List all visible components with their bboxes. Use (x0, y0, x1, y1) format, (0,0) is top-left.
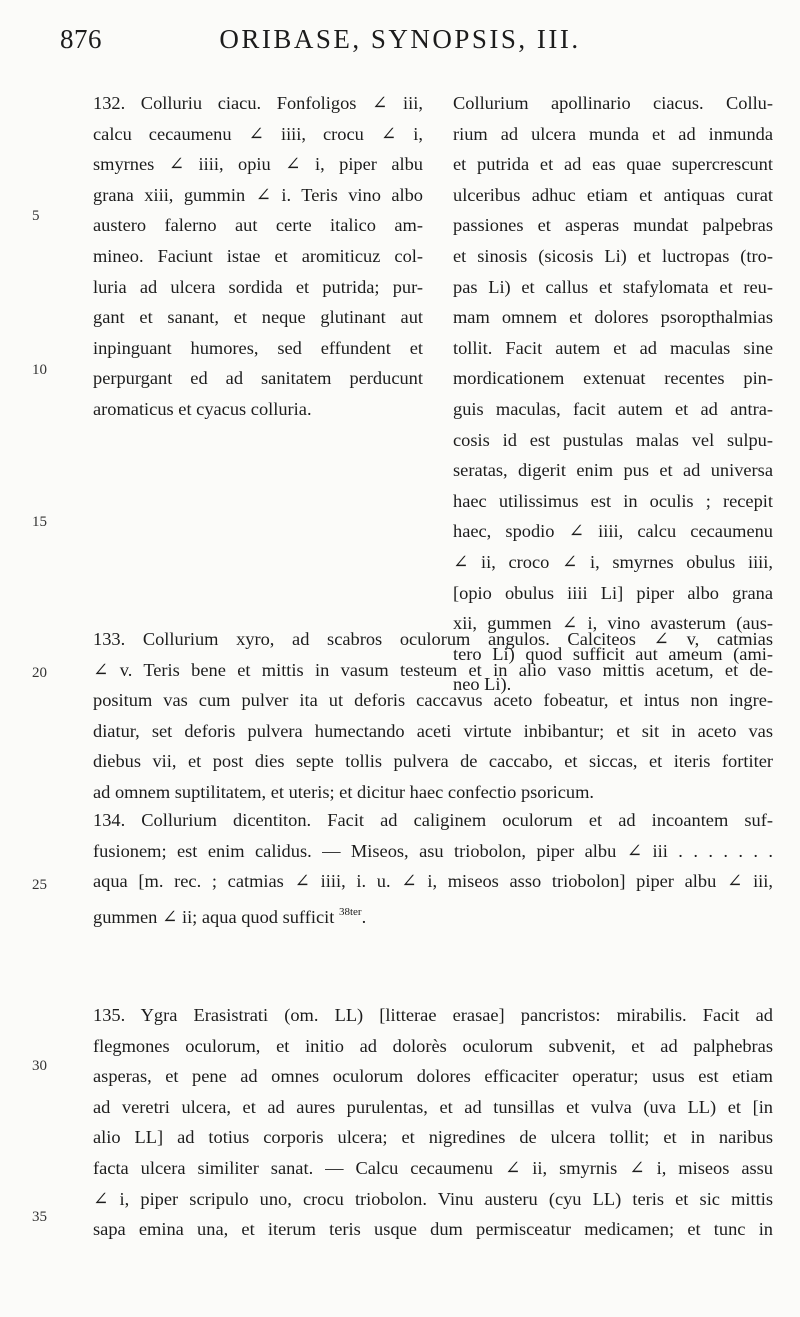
text-line: flegmones oculorum, et initio ad dolorès oculorum subvenit, et ad palphebras (93, 1035, 773, 1056)
text-line: haec, spodio ∠ iiii, calcu cecaumenu (453, 521, 773, 542)
margin-line-number: 25 (32, 877, 47, 893)
page-header (0, 16, 800, 66)
text-line: mordicationem extenuat recentes pin- (453, 368, 773, 389)
text-line: diatur, set deforis pulvera humectando aceti virtute inbibantur; et sit in aceto vas (93, 720, 773, 741)
text-line: facta ulcera similiter sanat. — Calcu cecaumenu ∠ ii, smyrnis ∠ i, miseos assu (93, 1157, 773, 1178)
text-line: tero Li) quod sufficit aut ameum (ami- (453, 643, 773, 664)
text-line: rium ad ulcera munda et ad inmunda (453, 123, 773, 144)
text-line: cosis id est pustulas malas vel sulpu- (453, 429, 773, 450)
text-line: [opio obulus iiii Li] piper albo grana (453, 582, 773, 603)
text-line: calcu cecaumenu ∠ iiii, crocu ∠ i, (93, 123, 423, 144)
text-line: ∠ i, piper scripulo uno, crocu triobolon. Vinu austeru (cyu LL) teris et sic mittis (93, 1188, 773, 1209)
text-line: 132. Colluriu ciacu. Fonfoligos ∠ iii, (93, 93, 423, 113)
text-line: neo Li). (453, 674, 512, 695)
text-line: asperas, et pene ad omnes oculorum dolores efficaciter operatur; usus est etiam (93, 1066, 773, 1087)
text-line: haec utilissimus est in oculis ; recepit (453, 490, 773, 511)
text-line: ∠ ii, croco ∠ i, smyrnes obulus iiii, (453, 551, 773, 572)
text-line: 134. Collurium dicentiton. Facit ad caliginem oculorum et ad incoantem suf- (93, 810, 773, 830)
text-line: guis maculas, facit autem et ad antra- (453, 398, 773, 419)
text-line: gummen ∠ ii; aqua quod sufficit $^{38ter}$. (93, 905, 367, 927)
text-line: pas Li) et callus et stafylomata et reu- (453, 276, 773, 297)
margin-line-number: 35 (32, 1209, 47, 1225)
text-line: diebus vii, et post dies septe tollis pulvera de caccabo, et siccas, et iteris fortiter (93, 751, 773, 772)
right-column (453, 88, 773, 700)
text-line: aqua [m. rec. ; catmias ∠ iiii, i. u. ∠ i, miseos asso triobolon] piper albu ∠ iii, (93, 871, 773, 892)
text-line: inpinguant humores, sed effundent et (93, 337, 423, 358)
text-line: tollit. Facit autem et ad maculas sine (453, 337, 773, 358)
text-line: mineo. Faciunt istae et aromiticuz col- (93, 245, 423, 266)
text-line: gant et sanant, et neque glutinant aut (93, 307, 423, 328)
margin-line-number: 10 (32, 362, 47, 378)
margin-line-number: 15 (32, 514, 47, 530)
text-line: luria ad ulcera sordida et putrida; pur- (93, 276, 423, 297)
footnote-reference: 38ter (338, 905, 362, 918)
text-line: alio LL] ad totius corporis ulcera; et nigredines de ulcera tollit; et in naribus (93, 1127, 773, 1148)
text-line: fusionem; est enim calidus. — Miseos, asu triobolon, piper albu ∠ iii . . . . . . . (93, 840, 773, 861)
text-line: ∠ v. Teris bene et mittis in vasum testeum et in alio vaso mittis acetum, et de- (93, 659, 773, 680)
running-title: ORIBASE, SYNOPSIS, III. (219, 24, 581, 54)
text-line: smyrnes ∠ iiii, opiu ∠ i, piper albu (93, 154, 423, 175)
text-line: grana xiii, gummin ∠ i. Teris vino albo (93, 184, 423, 205)
page-number: 876 (60, 24, 102, 54)
text-line: ulceribus adhuc etiam et antiquas curat (453, 184, 773, 205)
text-line: et putrida et ad eas quae supercrescunt (453, 154, 773, 175)
text-line: ad omnem suptilitatem, et uteris; et dicitur haec confectio psoricum. (93, 781, 594, 802)
margin-line-number: 5 (32, 208, 40, 224)
text-line: xii, gummen ∠ i, vino avasterum (aus- (453, 613, 773, 634)
text-line: positum vas cum pulver ita ut deforis caccavus aceto fobeatur, et intus non ingre- (93, 690, 773, 711)
text-line: seratas, digerit enim pus et ad universa (453, 460, 773, 481)
text-line: 135. Ygra Erasistrati (om. LL) [litterae erasae] pancristos: mirabilis. Facit ad (93, 1005, 773, 1025)
text-line: aromaticus et cyacus colluria. (93, 398, 312, 419)
paragraph-135 (93, 1000, 773, 1245)
paragraph-133 (93, 624, 773, 808)
text-line: perpurgant ed ad sanitatem perducunt (93, 368, 423, 389)
text-line: ad veretri ulcera, et ad aures purulentas, et ad tunsillas et vulva (uva LL) et [in (93, 1096, 773, 1117)
text-line: sapa emina una, et iterum teris usque dum permisceatur medicamen; et tunc in (93, 1219, 773, 1240)
text-line: et sinosis (sicosis Li) et luctropas (tro- (453, 245, 773, 266)
text-line: passiones et asperas mundat palpebras (453, 215, 773, 236)
text-line: Collurium apollinario ciacus. Collu- (453, 93, 773, 113)
margin-line-number: 30 (32, 1058, 47, 1074)
margin-line-number: 20 (32, 665, 47, 681)
left-column (93, 88, 423, 425)
paragraph-134 (93, 805, 773, 927)
text-line: mam omnem et dolores psoropthalmias (453, 307, 773, 328)
text-line: austero falerno aut certe italico am- (93, 215, 423, 236)
text-line: 133. Collurium xyro, ad scabros oculorum angulos. Calciteos ∠ v, catmias (93, 629, 773, 649)
text-line-content: gummen ∠ ii; aqua quod sufficit (93, 906, 335, 927)
